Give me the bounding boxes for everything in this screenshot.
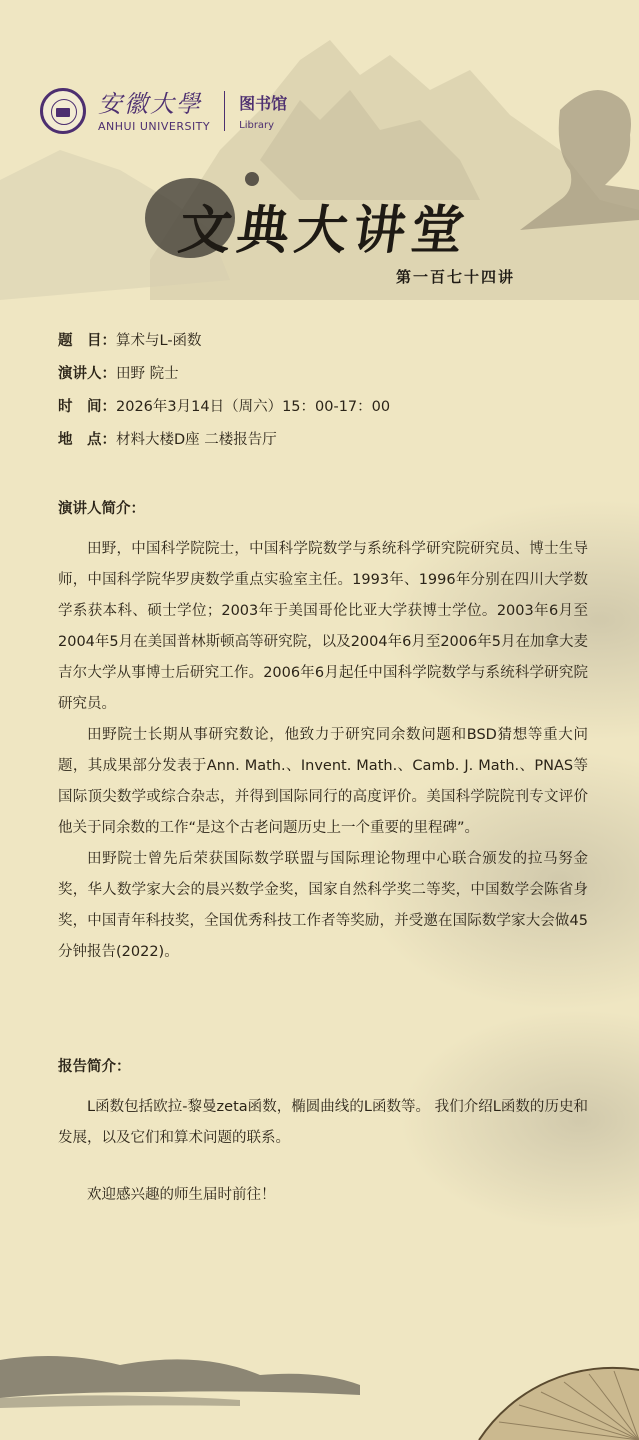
report-intro-heading: 报告简介：: [58, 1059, 131, 1075]
info-speaker: [58, 363, 598, 396]
ink-dot-decoration: [245, 172, 259, 186]
topic-value: 算术与L-函数: [116, 333, 202, 349]
library-name-cn: 图书馆: [239, 94, 288, 113]
university-seal-icon: [40, 88, 86, 134]
speaker-intro-paragraph-2: 田野院士长期从事研究数论，他致力于研究同余数问题和BSD猜想等重大问题，其成果部分发表于Ann. Math.、Invent. Math.、Camb. J. Math.、PNAS等国际顶尖数学或综合杂志，并得到国际同行的高度评价。美国科学院院刊专文评价他关于同余数的工作“是这个古老问题历史上一个重要的里程碑”。: [58, 727, 588, 836]
welcome-section: [58, 1180, 588, 1211]
info-topic: [58, 330, 598, 363]
lecture-info: [58, 330, 598, 462]
speaker-intro-section: [58, 494, 588, 968]
library-name: [239, 91, 287, 131]
time-label: 时 间：: [58, 399, 116, 415]
report-intro-section: [58, 1052, 588, 1154]
logo-divider: [224, 91, 225, 131]
time-value: 2026年3月14日（周六）15：00-17：00: [116, 399, 391, 415]
place-value: 材料大楼D座 二楼报告厅: [116, 432, 277, 448]
speaker-label: 演讲人：: [58, 366, 116, 382]
header-logo: [40, 88, 287, 134]
info-time: [58, 396, 598, 429]
library-name-en: Library: [239, 120, 275, 131]
university-name-en: ANHUI UNIVERSITY: [98, 119, 211, 133]
lecture-series-title: 文典大讲堂: [175, 200, 474, 261]
topic-label: 题 目：: [58, 333, 116, 349]
speaker-intro-paragraph-3: 田野院士曾先后荣获国际数学联盟与国际理论物理中心联合颁发的拉马努金奖，华人数学家大会的晨兴数学金奖，国家自然科学奖二等奖，中国数学会陈省身奖，中国青年科技奖，全国优秀科技工作者等奖励，并受邀在国际数学家大会做45分钟报告(2022)。: [58, 851, 588, 960]
speaker-intro-heading: 演讲人简介：: [58, 501, 145, 517]
welcome-text: 欢迎感兴趣的师生届时前往！: [87, 1187, 276, 1203]
university-name: [98, 90, 210, 133]
folding-fan-decoration: [459, 1360, 639, 1440]
speaker-value: 田野 院士: [116, 366, 179, 382]
speaker-intro-paragraph-1: 田野，中国科学院院士，中国科学院数学与系统科学研究院研究员、博士生导师，中国科学院华罗庚数学重点实验室主任。1993年、1996年分别在四川大学数学系获本科、硕士学位；2003年于美国哥伦比亚大学获博士学位。2003年6月至2004年5月在美国普林斯顿高等研究院，以及2004年6月至2006年5月在加拿大麦吉尔大学从事博士后研究工作。2006年6月起任中国科学院数学与系统科学研究院研究员。: [58, 541, 588, 712]
report-intro-paragraph: L函数包括欧拉-黎曼zeta函数，椭圆曲线的L函数等。 我们介绍L函数的历史和发展，以及它们和算术问题的联系。: [58, 1099, 588, 1146]
university-name-cn: 安徽大學: [98, 89, 202, 118]
session-number: 第一百七十四讲: [396, 268, 516, 286]
info-place: [58, 429, 598, 462]
place-label: 地 点：: [58, 432, 116, 448]
